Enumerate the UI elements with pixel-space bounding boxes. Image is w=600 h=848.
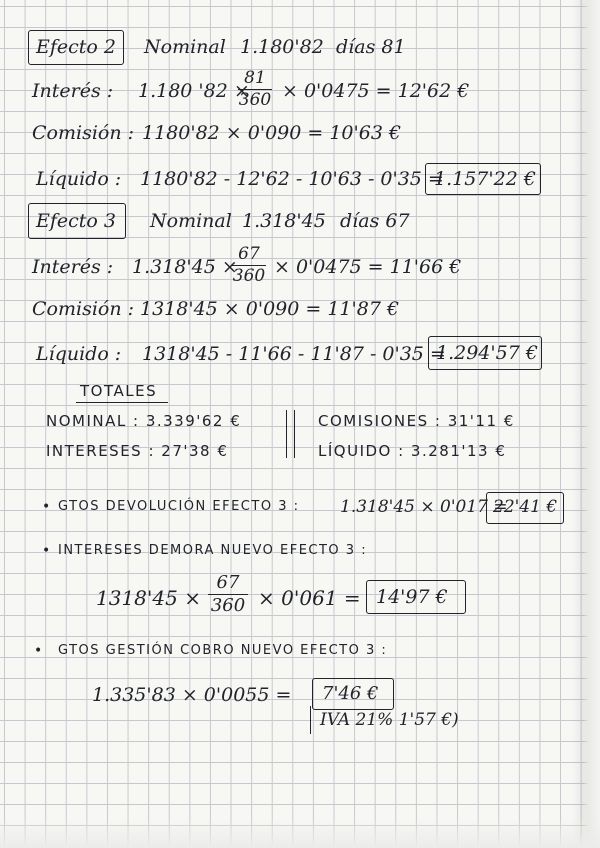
gestion-iva-bracket (310, 706, 315, 734)
demora-result: 14'97 € (376, 586, 448, 608)
efecto3-label: Efecto 3 (36, 210, 116, 232)
totales-title: TOTALES (80, 382, 158, 400)
efecto3-liquido-label: Líquido : (36, 343, 122, 365)
efecto2-interes-tail: × 0'0475 = 12'62 € (282, 80, 470, 102)
bullet-demora: • (42, 543, 51, 559)
efecto3-dias: días 67 (340, 210, 410, 232)
efecto2-comision-expr: 1180'82 × 0'090 = 10'63 € (142, 122, 402, 144)
efecto3-interes-fraction (232, 246, 266, 285)
page-bottom-shadow (0, 818, 600, 848)
totales-divider-right (294, 410, 295, 458)
efecto3-frac-num: 67 (238, 244, 260, 264)
totales-underline (76, 402, 168, 403)
efecto3-nominal-value: 1.318'45 (242, 210, 326, 232)
devolucion-text: GTOS DEVOLUCIÓN EFECTO 3 : (58, 499, 300, 514)
demora-base: 1318'45 × (96, 586, 201, 610)
efecto2-liquido-result: 1.157'22 € (434, 168, 536, 190)
efecto3-interes-tail: × 0'0475 = 11'66 € (274, 256, 462, 278)
totales-comisiones: COMISIONES : 31'11 € (318, 412, 515, 430)
bullet-gestion: • (34, 643, 43, 659)
efecto3-liquido-result: 1.294'57 € (436, 342, 538, 364)
efecto3-interes-base: 1.318'45 × (132, 256, 238, 278)
demora-text: INTERESES DEMORA NUEVO EFECTO 3 : (58, 543, 368, 558)
gestion-expr: 1.335'83 × 0'0055 = (92, 684, 292, 706)
gestion-iva: IVA 21% 1'57 €) (320, 710, 459, 730)
efecto2-interes-fraction (238, 70, 272, 109)
efecto2-interes-label: Interés : (32, 80, 114, 102)
demora-frac-num: 67 (216, 572, 240, 593)
gestion-text: GTOS GESTIÓN COBRO NUEVO EFECTO 3 : (58, 643, 388, 658)
demora-frac-den: 360 (210, 595, 246, 616)
page-edge-shadow (572, 0, 600, 848)
demora-fraction (208, 574, 248, 615)
efecto2-liquido-expr: 1180'82 - 12'62 - 10'63 - 0'35 = (140, 168, 444, 190)
efecto3-nominal-label: Nominal (150, 210, 232, 232)
totales-divider-left (286, 410, 287, 458)
efecto2-comision-label: Comisión : (32, 122, 135, 144)
efecto2-interes-base: 1.180 '82 × (138, 80, 250, 102)
devolucion-expr: 1.318'45 × 0'017 = (340, 497, 508, 517)
devolucion-result: 22'41 € (493, 497, 558, 517)
efecto3-comision-label: Comisión : (32, 298, 135, 320)
efecto2-dias: días 81 (336, 36, 406, 58)
totales-liquido: LÍQUIDO : 3.281'13 € (318, 442, 507, 460)
efecto3-liquido-expr: 1318'45 - 11'66 - 11'87 - 0'35 = (142, 343, 446, 365)
efecto2-liquido-label: Líquido : (36, 168, 122, 190)
bullet-devolucion: • (42, 499, 51, 515)
totales-nominal: NOMINAL : 3.339'62 € (46, 412, 242, 430)
efecto2-frac-den: 360 (238, 90, 272, 110)
efecto2-frac-num: 81 (244, 68, 266, 88)
totales-intereses: INTERESES : 27'38 € (46, 442, 229, 460)
efecto2-label: Efecto 2 (36, 36, 116, 58)
efecto3-frac-den: 360 (232, 266, 266, 286)
demora-tail: × 0'061 = (258, 586, 361, 610)
gestion-result: 7'46 € (322, 683, 379, 704)
efecto2-nominal-label: Nominal (144, 36, 226, 58)
efecto2-nominal-value: 1.180'82 (240, 36, 324, 58)
efecto3-interes-label: Interés : (32, 256, 114, 278)
efecto3-comision-expr: 1318'45 × 0'090 = 11'87 € (140, 298, 400, 320)
